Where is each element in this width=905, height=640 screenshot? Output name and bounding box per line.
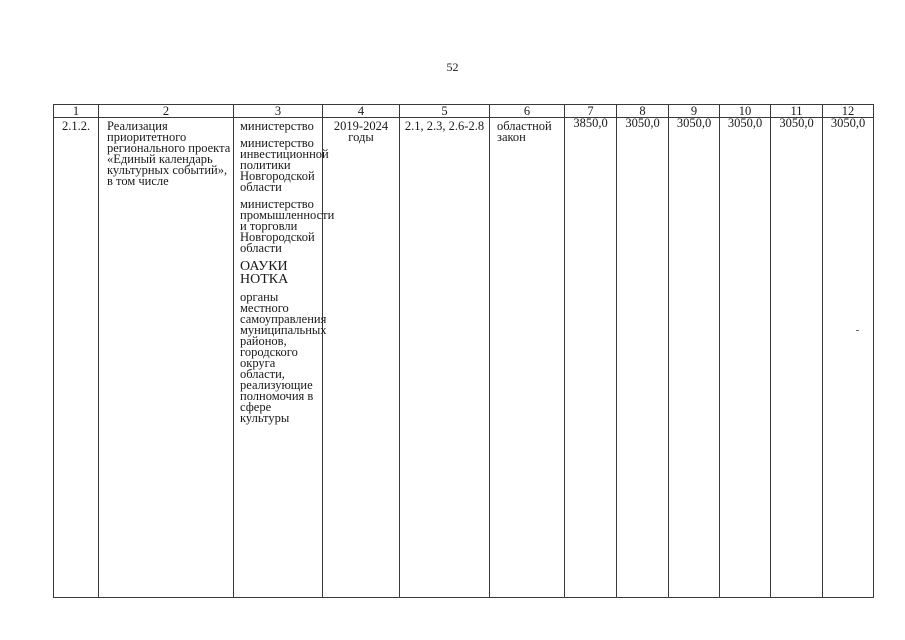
row-value-10: 3050,0	[720, 118, 771, 598]
row-name: Реализация приоритетного регионального проекта «Единый календарь культурных событий», в том числе	[99, 118, 234, 598]
col-header-6: 6	[490, 105, 565, 118]
col-header-8: 8	[617, 105, 669, 118]
col-header-11: 11	[771, 105, 823, 118]
row-source: областной закон	[490, 118, 565, 598]
row-value-8: 3050,0	[617, 118, 669, 598]
executor-item: министерство инвестиционной политики Новгородской области	[240, 136, 329, 194]
row-targets: 2.1, 2.3, 2.6-2.8	[400, 118, 490, 598]
col-header-2: 2	[99, 105, 234, 118]
row-period: 2019-2024 годы	[323, 118, 400, 598]
col-header-12: 12	[823, 105, 874, 118]
program-table	[53, 104, 874, 598]
executor-item: органы местного самоуправления муниципальных районов, городского округа области, реализующие полномочия в сфере культуры	[240, 290, 327, 425]
page-number: 52	[446, 60, 459, 74]
col-header-9: 9	[669, 105, 720, 118]
executor-item: министерство	[240, 119, 314, 133]
row-value-9: 3050,0	[669, 118, 720, 598]
row-value-12: 3050,0	[823, 118, 874, 598]
scan-mark	[856, 330, 859, 331]
col-header-1: 1	[54, 105, 99, 118]
col-header-3: 3	[234, 105, 323, 118]
row-code: 2.1.2.	[54, 118, 99, 598]
row-executors	[234, 118, 335, 598]
executor-item: ОАУКИ НОТКА	[240, 259, 289, 287]
row-value-11: 3050,0	[771, 118, 823, 598]
col-header-5: 5	[400, 105, 490, 118]
executor-item: министерство промышленности и торговли Новгородской области	[240, 197, 335, 255]
table-row	[54, 118, 874, 598]
row-value-7: 3850,0	[565, 118, 617, 598]
col-header-10: 10	[720, 105, 771, 118]
col-header-7: 7	[565, 105, 617, 118]
col-header-4: 4	[323, 105, 400, 118]
